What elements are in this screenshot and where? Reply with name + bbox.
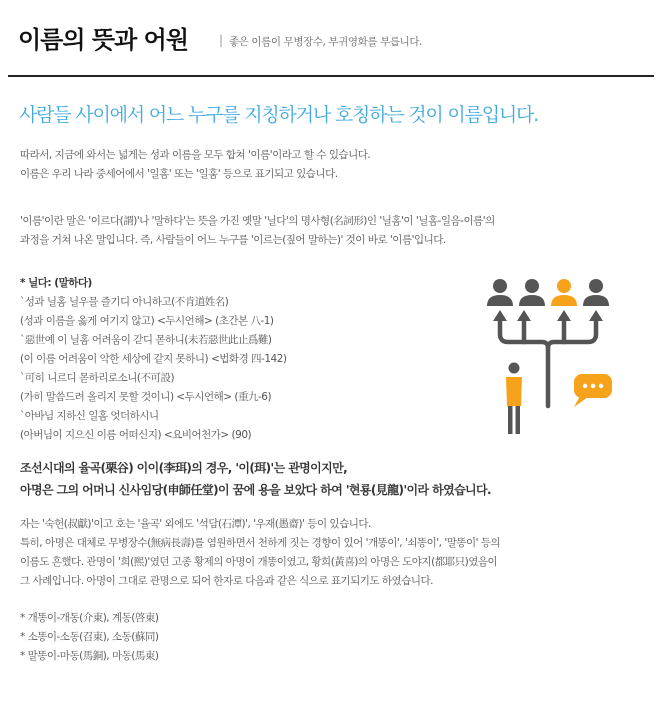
page-title: 이름의 뜻과 어원 <box>18 26 188 54</box>
person-icon <box>493 279 507 293</box>
highlight-line: 조선시대의 율곡(栗谷) 이이(李珥)의 경우, '이(珥)'는 관명이지만, <box>20 461 348 475</box>
quote-line: `성과 닐홈 닐우믈 즐기디 아니하고(不肯道姓名) <box>20 296 229 308</box>
person-icon <box>589 279 603 293</box>
quote-line: (이 이름 어려움이 악한 세상에 같지 못하니) <법화경 四-142) <box>20 353 287 365</box>
intro-line: 따라서, 지금에 와서는 넓게는 성과 이름을 모두 합쳐 '이름'이라고 할 수 있습니다. <box>20 149 371 161</box>
body-paragraph <box>20 515 635 591</box>
name-list-item: * 말똥이-마동(馬銅), 마동(馬東) <box>20 650 159 662</box>
etymology-line: 과정을 거쳐 나온 말입니다. 즉, 사람들이 어느 누구를 '이르는(짚어 말하는)' 것이 바로 '이름'입니다. <box>20 234 446 246</box>
page-subtitle: 좋은 이름이 무병장수, 부귀영화를 부릅니다. <box>229 36 422 48</box>
person-icon <box>525 279 539 293</box>
person-body-icon <box>583 295 609 306</box>
name-list-item: * 개똥이-개동(介東), 계동(啓東) <box>20 612 159 624</box>
quote-line: (가히 말씀드려 올리지 못할 것이니) <두시언해> (重九-6) <box>20 391 272 403</box>
title-separator: | <box>219 33 224 47</box>
quote-line: `惡世예 이 닐홈 어려움이 갇디 몯하니(未若惡世此止爲難) <box>20 334 272 346</box>
standing-person-icon <box>506 363 522 435</box>
page-header <box>18 20 648 60</box>
etymology-line: '이름'이란 말은 '이르다(謂)'나 '말하다'는 뜻을 가진 옛말 '닐다'의 명사형(名詞形)인 '닐홈'이 '닐홈-일음-이름'의 <box>20 215 495 227</box>
header-divider <box>8 75 654 77</box>
quote-line: `可히 니르디 몯하리로소니(不可設) <box>20 372 175 384</box>
people-trident-illustration <box>484 276 620 440</box>
speech-bubble-icon <box>574 374 612 407</box>
section-heading: * 닐다: (말하다) <box>20 277 92 289</box>
name-list-item: * 소똥이-소동(召東), 소동(蘇同) <box>20 631 159 643</box>
quote-line: (아버님이 지으신 이름 어떠신지) <요비어천가> (90) <box>20 429 252 441</box>
person-body-icon <box>487 295 513 306</box>
highlighted-person-body-icon <box>551 295 577 306</box>
name-list <box>20 609 635 666</box>
intro-line: 이름은 우리 나라 중세어에서 '일홈' 또는 '일훔' 등으로 표기되고 있습니다. <box>20 168 338 180</box>
highlighted-person-icon <box>557 279 571 293</box>
quote-line: (성과 이름을 옳게 여기지 않고) <두시언해> (초간본 八-1) <box>20 315 274 327</box>
body-line: 특히, 아명은 대체로 무병장수(無病長壽)를 염원하면서 천하게 짓는 경향이 있어 '개똥이', '쇠똥이', '말똥이' 등의 <box>20 537 501 549</box>
body-line: 자는 '숙헌(叔獻)'이고 호는 '율곡' 외에도 '석담(石潭)', '우재(愚齋)' 등이 있습니다. <box>20 518 371 530</box>
headline: 사람들 사이에서 어느 누구를 지칭하거나 호칭하는 것이 이름입니다. <box>19 104 539 126</box>
person-body-icon <box>519 295 545 306</box>
highlight-paragraph <box>20 457 635 501</box>
body-line: 그 사례입니다. 아명이 그대로 관명으로 되어 한자로 다음과 같은 식으로 표기되기도 하였습니다. <box>20 575 433 587</box>
highlight-line: 아명은 그의 어머니 신사임당(申師任堂)이 꿈에 용을 보았다 하여 '현룡(見龍)'이라 하였습니다. <box>20 483 491 497</box>
body-line: 이름도 흔했다. 관명이 '희(熙)'였던 고종 황제의 아명이 개똥이였고, 황희(黃喜)의 아명은 도야지(都耶只)였음이 <box>20 556 498 568</box>
quote-line: `아바님 지하신 일홈 엇더하시니 <box>20 410 159 422</box>
